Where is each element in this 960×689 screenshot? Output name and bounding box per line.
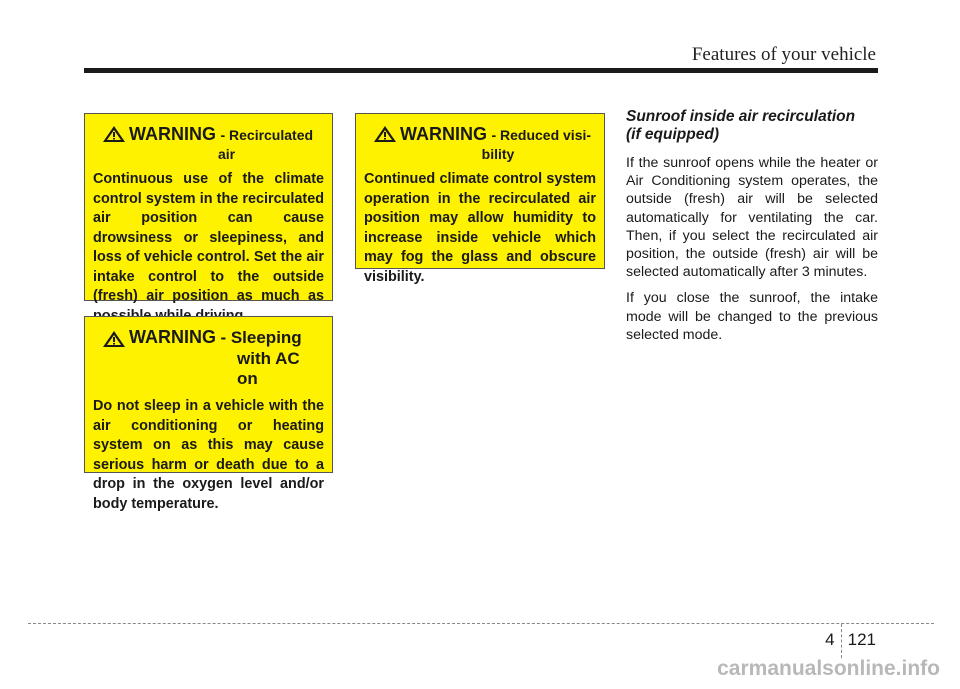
warning-subtitle: - Sleeping <box>220 328 302 347</box>
watermark: carmanualsonline.info <box>717 657 940 680</box>
warning-triangle-icon <box>103 126 125 142</box>
warning-box-recirculated-air <box>84 113 333 304</box>
section-paragraph-2: If you close the sunroof, the intake mode will be changed to the previous selected mode. <box>626 290 878 343</box>
warning-triangle-icon <box>374 126 396 142</box>
footer-rule <box>28 623 934 624</box>
sunroof-section <box>626 108 878 352</box>
chapter-number: 4 <box>825 630 835 649</box>
warning-subtitle-cont: bility <box>481 146 515 162</box>
section-paragraph-1: If the sunroof opens while the heater or Air Conditioning system operates, the outside (fresh) air will be selected automatically for ventilating the car. Then, if you select the recirculated air position, the outside (fresh) air will be selected automatically after 3 minutes. <box>626 155 878 281</box>
warning-heading <box>364 124 596 162</box>
warning-subtitle: - Reduced visi- <box>491 127 592 143</box>
header-rule <box>84 68 878 73</box>
page-number: 121 <box>847 630 876 649</box>
section-title-line2: (if equipped) <box>626 126 719 143</box>
warning-triangle-icon <box>103 331 125 347</box>
warning-subtitle-cont: with AC on <box>237 349 300 388</box>
warning-label: WARNING <box>129 327 216 347</box>
warning-box-reduced-visibility <box>355 113 605 285</box>
section-title-line1: Sunroof inside air recirculation <box>626 108 856 125</box>
header-title: Features of your vehicle <box>691 44 876 65</box>
warning-box-sleeping-ac <box>84 316 333 512</box>
warning-body: Do not sleep in a vehicle with the air conditioning or heating system on as this may cause serious harm or death due to a drop in the oxygen level and/or body temperature. <box>93 398 324 512</box>
section-title <box>626 108 878 144</box>
warning-label: WARNING <box>129 124 216 144</box>
warning-subtitle-cont: air <box>217 146 236 162</box>
warning-subtitle: - Recirculated <box>220 127 314 143</box>
warning-heading <box>93 327 324 389</box>
warning-body: Continued climate control system operation in the recirculated air position may allow humidity to increase inside vehicle which may fog the glass and obscure visibility. <box>364 171 596 285</box>
warning-label: WARNING <box>400 124 487 144</box>
warning-body: Continuous use of the climate control system in the recirculated air position can cause drowsiness or sleepiness, and loss of vehicle control. Set the air intake control to the outside (fresh) air position as much as <box>93 171 324 304</box>
warning-heading <box>93 124 324 162</box>
